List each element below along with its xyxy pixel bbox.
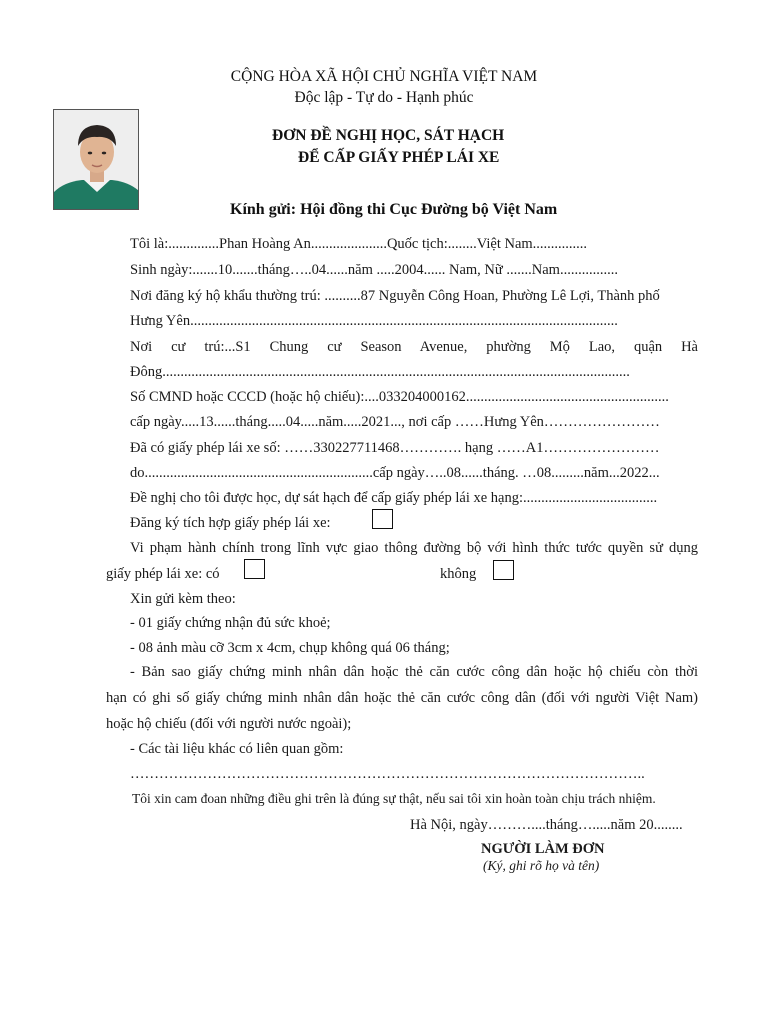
license-number-line: Đã có giấy phép lái xe số: ……330227711468…………. hạng ……A1…………………… [130,440,660,456]
applicant-photo [53,109,139,210]
signature-note: (Ký, ghi rõ họ và tên) [483,858,600,873]
attachment-id-copy-continued: hạn có ghi số giấy chứng minh nhân dân hoặc thẻ căn cước công dân (đối với người Việt Nam) [106,690,698,706]
birth-gender-line: Sinh ngày:.......10.......tháng…..04......năm .....2004...... Nam, Nữ .......Nam................ [130,262,618,278]
integrated-license-checkbox[interactable] [372,509,393,529]
request-class-line: Đề nghị cho tôi được học, dự sát hạch để cấp giấy phép lái xe hạng:..................................... [130,490,658,506]
form-title-line2: ĐỂ CẤP GIẤY PHÉP LÁI XE [298,149,500,166]
id-issue-line: cấp ngày.....13......tháng.....04.....năm.....2021..., nơi cấp ……Hưng Yên…………………… [130,414,660,430]
declaration-statement: Tôi xin cam đoan những điều ghi trên là đúng sự thật, nếu sai tôi xin hoàn toàn chịu trách nhiệm. [132,791,656,806]
permanent-address-line: Nơi đăng ký hộ khẩu thường trú: ..........87 Nguyễn Công Hoan, Phường Lê Lợi, Thành phố [130,288,660,304]
attachment-photos: - 08 ảnh màu cỡ 3cm x 4cm, chụp không quá 06 tháng; [130,640,450,656]
name-nationality-line: Tôi là:..............Phan Hoàng An.....................Quốc tịch:........Việt Nam............... [130,236,588,252]
residence-continued: Đông................................................................................................................................. [130,364,630,380]
attachment-id-copy-end: hoặc hộ chiếu (đối với người nước ngoài); [106,716,352,732]
id-number-line: Số CMND hoặc CCCD (hoặc hộ chiếu):....033204000162........................................................ [130,389,669,405]
integrated-license-label: Đăng ký tích hợp giấy phép lái xe: [130,515,331,531]
permanent-address-continued: Hưng Yên...................................................................................................................... [130,313,618,329]
violation-no-checkbox[interactable] [493,560,514,580]
national-title: CỘNG HÒA XÃ HỘI CHỦ NGHĨA VIỆT NAM [230,68,538,85]
attachment-id-copy: - Bản sao giấy chứng minh nhân dân hoặc thẻ căn cước công dân hoặc hộ chiếu còn thời [130,664,698,680]
license-issue-line: do...............................................................cấp ngày…..08......tháng. …08.........năm...2022... [130,465,660,481]
place-date-line: Hà Nội, ngày………....tháng….....năm 20........ [410,817,683,833]
national-motto: Độc lập - Tự do - Hạnh phúc [294,89,474,106]
attachment-health-cert: - 01 giấy chứng nhận đủ sức khoẻ; [130,615,331,631]
violation-yes-label: giấy phép lái xe: có [106,566,220,582]
attachments-heading: Xin gửi kèm theo: [130,591,236,607]
residence-line: Nơi cư trú:...S1 Chung cư Season Avenue, phường Mộ Lao, quận Hà [130,339,698,355]
attachment-other-docs: - Các tài liệu khác có liên quan gồm: [130,741,344,757]
violation-no-label: không [440,566,477,582]
person-photo-icon [54,110,139,210]
violation-yes-checkbox[interactable] [244,559,265,579]
attachment-other-docs-dots: …………………………………………………………………………………………….. [130,766,645,782]
recipient-line: Kính gửi: Hội đồng thi Cục Đường bộ Việt Nam [230,201,558,218]
form-title-line1: ĐƠN ĐỀ NGHỊ HỌC, SÁT HẠCH [272,127,505,144]
violation-line: Vi phạm hành chính trong lĩnh vực giao thông đường bộ với hình thức tước quyền sử dụng [130,540,698,556]
signature-label: NGƯỜI LÀM ĐƠN [481,841,605,857]
